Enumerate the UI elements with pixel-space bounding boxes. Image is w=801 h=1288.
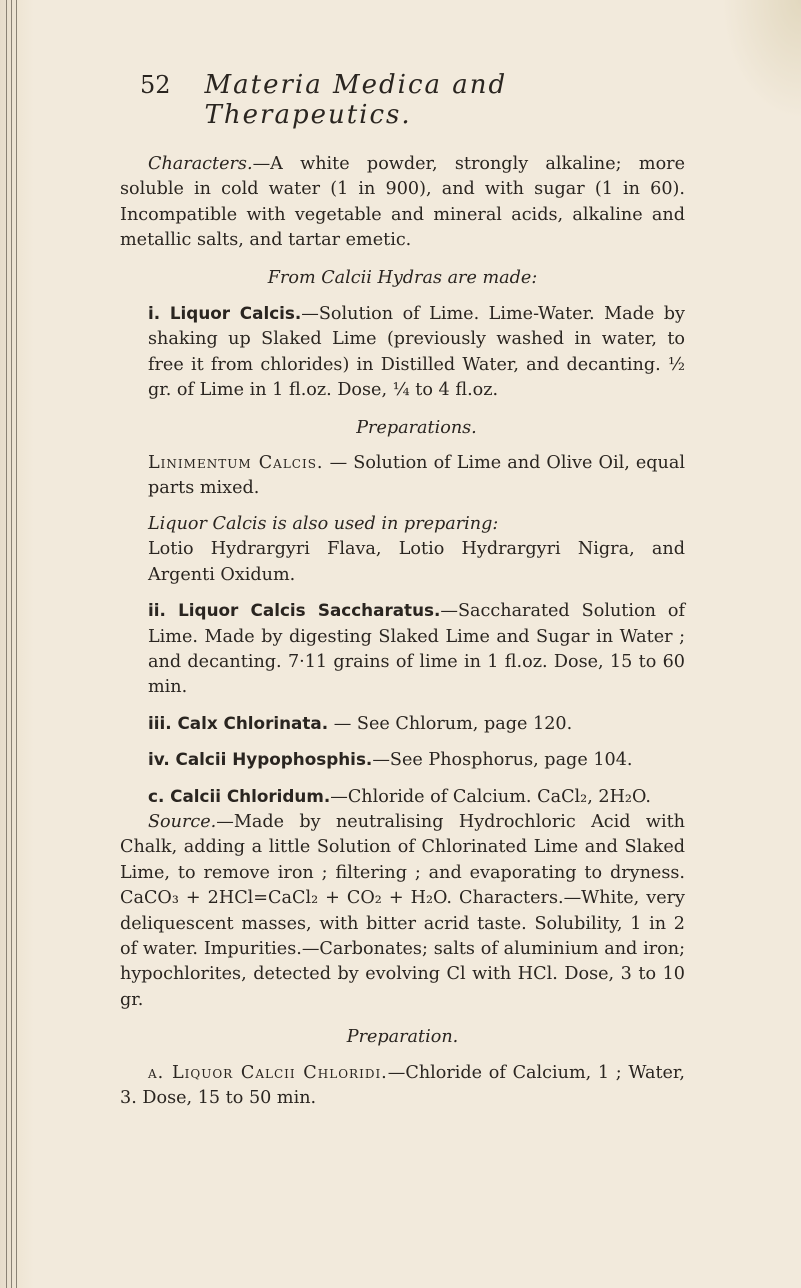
- hypophosphis-text: —See Phosphorus, page 104.: [372, 750, 633, 771]
- calx-paragraph: [148, 711, 685, 737]
- running-head: Materia Medica and Therapeutics.: [204, 70, 508, 130]
- preparation-heading: Preparation.: [346, 1027, 459, 1048]
- liquor-saccharatus-title: ii. Liquor Calcis Saccharatus.: [148, 600, 441, 621]
- characters-text: —A white powder, strongly alkaline; more soluble in cold water (1 in 900), and with sugar (1 in 60). Incompatible with vegetable and mineral acids, alkaline and metallic salts, and tartar emetic.: [120, 154, 685, 251]
- page-header: [120, 70, 685, 130]
- lotio-paragraph: Lotio Hydrargyri Flava, Lotio Hydrargyri Nigra, and Argenti Oxidum.: [148, 539, 685, 585]
- source-text: —Made by neutralising Hydrochloric Acid with Chalk, adding a little Solution of Chlorinated Lime and Slaked Lime, to remove iron ; filtering ; and evaporating to dryness. CaCO₃ + 2HCl=CaCl₂ + CO₂ + H₂O. Characters.—White, very deliquescent masses, with bitter acrid taste. Solubility, 1 in 2 of water. Impurities.—Carbonates; salts of aluminium and iron; hypochlorites, detected by evolving Cl with HCl. Dose, 3 to 10 gr.: [120, 811, 685, 1010]
- calx-title: iii. Calx Chlorinata.: [148, 712, 329, 733]
- hypophosphis-paragraph: [148, 747, 685, 773]
- linimentum-paragraph: [148, 451, 685, 502]
- characters-paragraph: [120, 152, 685, 254]
- page-corner-stain: [721, 0, 801, 120]
- source-paragraph: [120, 810, 685, 1013]
- liquor-calcis-text: —Solution of Lime. Lime-Water. Made by shaking up Slaked Lime (previously washed in water, to free it from chlorides) in Distilled Water, and decanting. ½ gr. of Lime in 1 fl.oz. Dose, ¼ to 4 fl.oz.: [148, 304, 686, 401]
- hypophosphis-title: iv. Calcii Hypophosphis.: [148, 749, 373, 770]
- liquor-chloridi-paragraph: [120, 1061, 685, 1112]
- page-spine-shadow: [0, 0, 34, 1288]
- liquor-saccharatus-text: —Saccharated Solution of Lime. Made by digesting Slaked Lime and Sugar in Water ; and decanting. 7·11 grains of lime in 1 fl.oz. Dose, 15 to 60 min.: [148, 601, 685, 698]
- from-calcii-heading: From Calcii Hydras are made:: [267, 267, 538, 288]
- chloridum-text: —Chloride of Calcium. CaCl₂, 2H₂O.: [330, 786, 651, 807]
- liquor-calcis-title: i. Liquor Calcis.: [148, 303, 302, 324]
- source-label: Source.: [148, 811, 217, 832]
- liquor-calcis-block: [120, 301, 685, 774]
- liquor-used-heading: [148, 512, 685, 537]
- binding-line: [11, 0, 12, 1288]
- calx-text: — See Chlorum, page 120.: [328, 713, 573, 734]
- binding-line: [16, 0, 17, 1288]
- binding-line: [6, 0, 7, 1288]
- liquor-used-text: Liquor Calcis is also used in preparing:: [148, 513, 499, 534]
- linimentum-title: Linimentum Calcis.: [148, 453, 324, 474]
- liquor-saccharatus-paragraph: [148, 598, 685, 701]
- characters-label: Characters.: [148, 154, 253, 174]
- chloridum-paragraph: [120, 784, 685, 810]
- chloridum-title: c. Calcii Chloridum.: [148, 785, 331, 806]
- liquor-calcis-paragraph: [148, 301, 685, 404]
- liquor-chloridi-title: a. Liquor Calcii Chloridi.: [148, 1062, 388, 1083]
- liquor-chloridi-text: —Chloride of Calcium, 1 ; Water, 3. Dose, 15 to 50 min.: [120, 1062, 685, 1108]
- preparations-heading: Preparations.: [356, 417, 477, 438]
- linimentum-text: — Solution of Lime and Olive Oil, equal parts mixed.: [148, 453, 685, 499]
- book-page: [120, 70, 685, 1111]
- page-number: 52: [140, 71, 171, 99]
